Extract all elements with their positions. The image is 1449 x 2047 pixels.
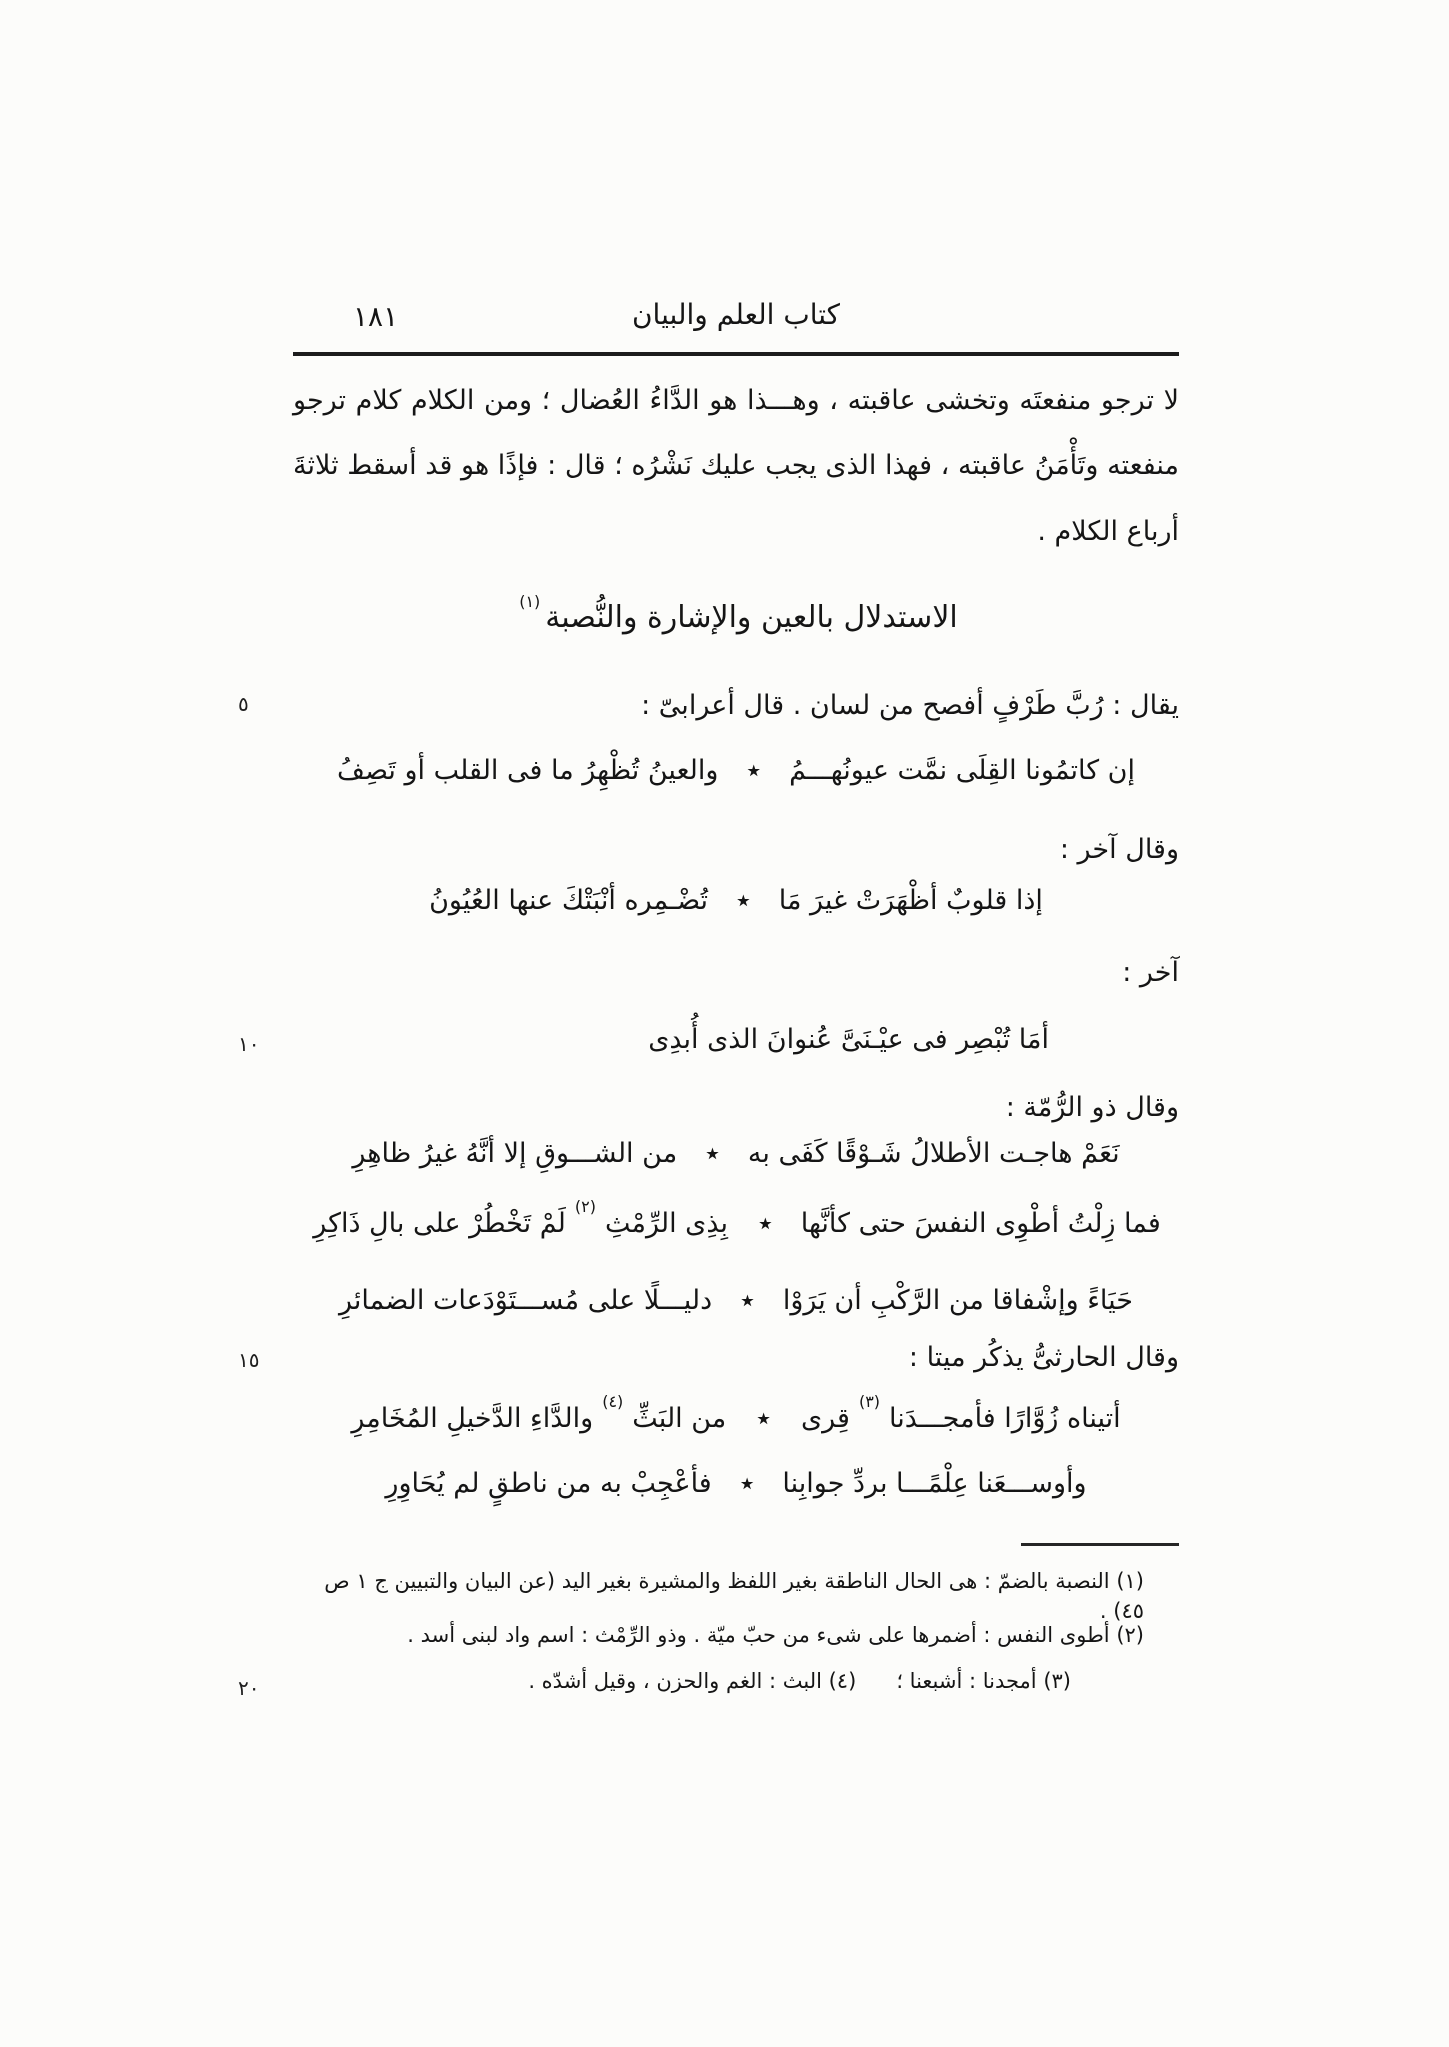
verse-5-right: فما زِلْتُ أطْوِى النفسَ حتى كأنَّها <box>800 1208 1161 1239</box>
verse-divider: ٭ <box>740 1285 755 1316</box>
verse-6-left: دليـــلًا على مُســـتَوْدَعات الضمائرِ <box>339 1285 713 1316</box>
verse-divider: ٭ <box>746 755 762 786</box>
verse-6-right: حَيَاءً وإشْفاقا من الرَّكْبِ أن يَرَوْا <box>782 1285 1133 1316</box>
verse-4 <box>293 1135 1179 1173</box>
verse-5-left-text: لَمْ تَخْطُرْ على بالِ ذَاكِرِ <box>313 1208 566 1239</box>
intro-line-3: أرباع الكلام . <box>1037 516 1179 547</box>
verse-2-right: إذا قلوبٌ أظْهَرَتْ غيرَ مَا <box>778 885 1043 916</box>
verse-7 <box>293 1392 1179 1438</box>
margin-line-number-5: ٥ <box>238 692 249 716</box>
section-heading <box>293 592 1179 637</box>
verse-footnote-mark-4: (٤) <box>602 1392 624 1411</box>
prose-yuqal: يقال : رُبَّ طَرْفٍ أفصح من لسان . قال أعرابىّ : <box>641 690 1179 721</box>
verse-3-half: أمَا تُبْصِر فى عيْـنَىَّ عُنوانَ الذى أُبدِى <box>648 1024 1049 1055</box>
header-rule <box>293 352 1179 356</box>
verse-5 <box>293 1197 1179 1243</box>
verse-7-left-text: والدَّاءِ الدَّخيلِ المُخَامِرِ <box>351 1403 594 1434</box>
verse-5-left <box>311 1197 730 1243</box>
footnote-separator <box>1021 1543 1179 1546</box>
prose-qala-harithi: وقال الحارثىُّ يذكُر ميتا : <box>908 1342 1179 1373</box>
verse-2-left: تُضْـمِره أنْبَتْكَ عنها العُيُونُ <box>429 885 709 916</box>
prose-qala-akhar: وقال آخر : <box>1059 834 1179 865</box>
verse-7-right <box>799 1392 1123 1438</box>
verse-8-right: وأوســـعَنا عِلْمًـــا بردِّ جوابِنا <box>782 1468 1087 1499</box>
prose-akhar: آخر : <box>1122 957 1179 988</box>
verse-divider: ٭ <box>758 1208 773 1239</box>
prose-qala-dhu-rumma: وقال ذو الرُّمّة : <box>1005 1092 1179 1123</box>
verse-footnote-mark-2: (٢) <box>574 1197 596 1216</box>
verse-7-right-text: قِرى <box>801 1403 850 1434</box>
margin-line-number-20: ٢٠ <box>238 1676 260 1700</box>
intro-line-2: منفعته وتَأْمَنُ عاقبته ، فهذا الذى يجب عليك نَشْرُه ؛ قال : فإذًا هو قد أسقط ثلاثةَ <box>293 450 1179 481</box>
page-number: ١٨١ <box>353 300 399 333</box>
verse-footnote-mark-3: (٣) <box>858 1392 881 1411</box>
verse-6 <box>293 1282 1179 1320</box>
verse-8 <box>293 1465 1179 1503</box>
verse-5-left-text: بِذِى الرِّمْثِ <box>605 1208 729 1239</box>
verse-divider: ٭ <box>739 1468 755 1499</box>
verse-1 <box>293 752 1179 790</box>
margin-line-number-15: ١٥ <box>238 1348 260 1372</box>
verse-7-right-text: أتيناه زُوَّارًا فأمجـــدَنا <box>889 1403 1121 1434</box>
footnote-1: (١) النصبة بالضمّ : هى الحال الناطقة بغير اللفظ والمشيرة بغير اليد (عن البيان والتبيين ج ١ ص ٤٥) . <box>317 1569 1144 1624</box>
verse-8-left: فأعْجِبْ به من ناطقٍ لم يُحَاوِرِ <box>385 1468 712 1499</box>
book-title: كتاب العلم والبيان <box>631 298 841 331</box>
verse-divider: ٭ <box>756 1403 771 1434</box>
footnote-2: (٢) أطوى النفس : أضمرها على شىء من حبّ ميّة . وذو الرِّمْث : اسم واد لبنى أسد . <box>407 1623 1144 1647</box>
intro-line-1: لا ترجو منفعتَه وتخشى عاقبته ، وهـــذا هو الدَّاءُ العُضال ؛ ومن الكلام كلام ترجو <box>293 385 1179 416</box>
footnote-3: (٣) أمجدنا : أشبعنا ؛ (٤) البث : الغم والحزن ، وقيل أشدّه . <box>528 1669 1071 1693</box>
heading-footnote-mark: (١) <box>519 592 541 611</box>
verse-2 <box>293 882 1179 920</box>
verse-7-left <box>349 1392 728 1438</box>
verse-1-left: والعينُ تُظْهِرُ ما فى القلب أو تَصِفُ <box>337 755 719 786</box>
verse-1-right: إن كاتمُونا القِلَى نمَّت عيونُهـــمُ <box>789 755 1135 786</box>
verse-4-right: نَعَمْ هاجـت الأطلالُ شَـوْقًا كَفَى به <box>747 1138 1120 1169</box>
verse-divider: ٭ <box>705 1138 720 1169</box>
section-heading-text: الاستدلال بالعين والإشارة والنُّصبة <box>545 600 958 635</box>
margin-line-number-10: ١٠ <box>238 1032 260 1056</box>
verse-4-left: من الشـــوقِ إلا أنَّهُ غيرُ ظاهِرِ <box>352 1138 678 1169</box>
verse-7-left-text: من البَثِّ <box>632 1403 727 1434</box>
verse-divider: ٭ <box>736 885 751 916</box>
